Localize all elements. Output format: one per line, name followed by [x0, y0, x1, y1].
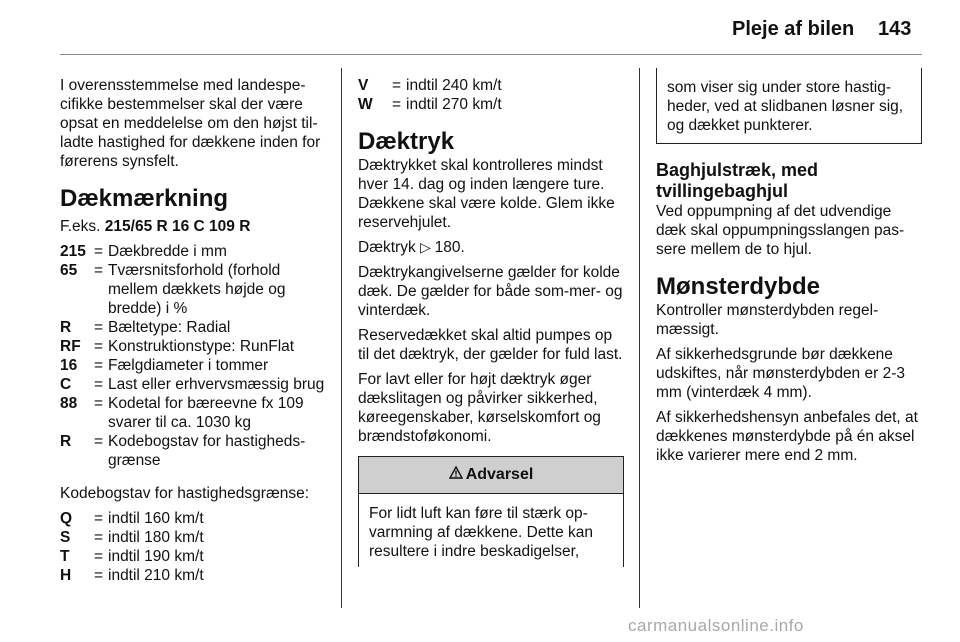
- definition-row: [60, 261, 326, 318]
- equals-sign: =: [94, 262, 104, 279]
- definition-row: [60, 509, 326, 528]
- definition-value: Last eller erhvervsmæssig brug: [108, 376, 325, 393]
- page-number: 143: [878, 18, 912, 40]
- definition-key: S: [60, 529, 71, 546]
- definition-key: V: [358, 77, 369, 94]
- definition-value: indtil 180 km/t: [108, 529, 204, 546]
- speed-list-continued: [358, 76, 624, 114]
- definition-value: Dækbredde i mm: [108, 243, 227, 260]
- dual-rear-paragraph: Ved oppumpning af det udvendige dæk skal oppumpningsslangen pas-sere mellem de to hjul.: [656, 203, 905, 258]
- column-2: [358, 76, 624, 567]
- definition-value: indtil 160 km/t: [108, 510, 204, 527]
- column-3: [656, 68, 922, 471]
- reference-arrow-icon: ▷: [420, 239, 435, 255]
- speed-list: [60, 509, 326, 585]
- tread-paragraph-1: Kontroller mønsterdybden regel-mæssigt.: [656, 302, 879, 338]
- definition-value: Bæltetype: Radial: [108, 319, 231, 336]
- equals-sign: =: [94, 395, 104, 412]
- definition-value: Kodetal for bæreevne fx 109 svarer til ca. 1030 kg: [108, 395, 304, 431]
- definition-row: [60, 242, 326, 261]
- tire-code-list: [60, 242, 326, 470]
- speed-intro: Kodebogstav for hastighedsgrænse:: [60, 485, 310, 502]
- column-divider: [639, 68, 640, 608]
- definition-row: [60, 566, 326, 585]
- definition-key: RF: [60, 338, 81, 355]
- tread-paragraph-2: Af sikkerhedsgrunde bør dækkene udskiftes, når mønsterdybden er 2-3 mm (vinterdæk 4 mm).: [656, 346, 905, 401]
- header-rule: [60, 54, 922, 55]
- definition-key: 215: [60, 243, 86, 260]
- section-heading-dual-rear: Baghjulstræk, med tvillingebaghjul: [656, 160, 819, 201]
- column-1: [60, 76, 326, 585]
- definition-row: [358, 95, 624, 114]
- equals-sign: =: [94, 548, 104, 565]
- warning-title: Advarsel: [465, 466, 534, 483]
- definition-row: [60, 394, 326, 432]
- definition-key: C: [60, 376, 72, 393]
- definition-value: indtil 240 km/t: [406, 77, 502, 94]
- pressure-ref-page[interactable]: 180.: [434, 239, 465, 256]
- definition-key: 65: [60, 262, 78, 279]
- pressure-paragraph-1: Dæktrykket skal kontrolleres mindst hver 14. dag og inden længere ture. Dækkene skal være kolde. Glem ikke reservehjulet.: [358, 157, 615, 231]
- definition-row: [60, 528, 326, 547]
- definition-key: 88: [60, 395, 78, 412]
- intro-paragraph: I overensstemmelse med landespe-cifikke bestemmelser skal der være opsat en meddelelse om den højst til-ladte hastighed for dækkene inden for førerens synsfelt.: [60, 77, 321, 170]
- warning-box-continued: [656, 68, 922, 144]
- definition-key: 16: [60, 357, 78, 374]
- definition-row: [60, 375, 326, 394]
- definition-row: [60, 337, 326, 356]
- definition-key: H: [60, 567, 72, 584]
- equals-sign: =: [94, 338, 104, 355]
- equals-sign: =: [94, 433, 104, 450]
- column-divider: [341, 68, 342, 608]
- pressure-paragraph-4: Reservedækket skal altid pumpes op til det dæktryk, der gælder for fuld last.: [358, 327, 623, 363]
- definition-value: Konstruktionstype: RunFlat: [108, 338, 295, 355]
- warning-body: [359, 494, 623, 571]
- equals-sign: =: [94, 567, 104, 584]
- definition-value: indtil 190 km/t: [108, 548, 204, 565]
- warning-text: For lidt luft kan føre til stærk op-varmning af dækkene. Dette kan resultere i indre beskadigelser,: [369, 505, 594, 560]
- example-line: [60, 217, 326, 236]
- definition-value: Tværsnitsforhold (forhold mellem dækkets højde og bredde) i %: [108, 262, 286, 317]
- pressure-paragraph-5: For lavt eller for højt dæktryk øger dækslitagen og påvirker sikkerhed, køreegenskaber, kørselskomfort og brændstoføkonomi.: [358, 371, 601, 445]
- definition-row: [60, 356, 326, 375]
- definition-key: R: [60, 319, 72, 336]
- definition-row: [358, 76, 624, 95]
- pressure-paragraph-2: [358, 238, 624, 257]
- warning-continued-text: som viser sig under store hastig-heder, ved at slidbanen løsner sig, og dækket punkterer.: [667, 79, 904, 134]
- pressure-paragraph-3: Dæktrykangivelserne gælder for kolde dæk. De gælder for både som-mer- og vinterdæk.: [358, 264, 623, 319]
- example-code: 215/65 R 16 C 109 R: [104, 218, 251, 235]
- equals-sign: =: [94, 357, 104, 374]
- equals-sign: =: [94, 319, 104, 336]
- warning-header: [359, 457, 623, 494]
- equals-sign: =: [392, 96, 402, 113]
- section-heading-tread-depth: Mønsterdybde: [656, 273, 821, 300]
- section-heading-tire-marking: Dækmærkning: [60, 185, 229, 212]
- equals-sign: =: [392, 77, 402, 94]
- definition-value: indtil 270 km/t: [406, 96, 502, 113]
- section-heading-tire-pressure: Dæktryk: [358, 128, 455, 155]
- pressure-ref-label: Dæktryk: [358, 239, 420, 256]
- warning-triangle-icon: [449, 466, 463, 484]
- equals-sign: =: [94, 376, 104, 393]
- page-title: Pleje af bilen: [732, 18, 855, 40]
- definition-value: Fælgdiameter i tommer: [108, 357, 269, 374]
- definition-key: T: [60, 548, 70, 565]
- definition-row: [60, 432, 326, 470]
- definition-value: indtil 210 km/t: [108, 567, 204, 584]
- equals-sign: =: [94, 529, 104, 546]
- definition-key: R: [60, 433, 72, 450]
- equals-sign: =: [94, 243, 104, 260]
- example-prefix: F.eks.: [60, 218, 105, 235]
- tread-paragraph-3: Af sikkerhedshensyn anbefales det, at dækkenes mønsterdybde på én aksel ikke varierer mere end 2 mm.: [656, 409, 918, 464]
- definition-key: W: [358, 96, 373, 113]
- watermark: carmanualsonline.info: [628, 616, 804, 635]
- definition-value: Kodebogstav for hastigheds-grænse: [108, 433, 306, 469]
- page-header: [0, 0, 960, 56]
- definition-row: [60, 547, 326, 566]
- equals-sign: =: [94, 510, 104, 527]
- definition-row: [60, 318, 326, 337]
- warning-box: [358, 456, 624, 567]
- definition-key: Q: [60, 510, 73, 527]
